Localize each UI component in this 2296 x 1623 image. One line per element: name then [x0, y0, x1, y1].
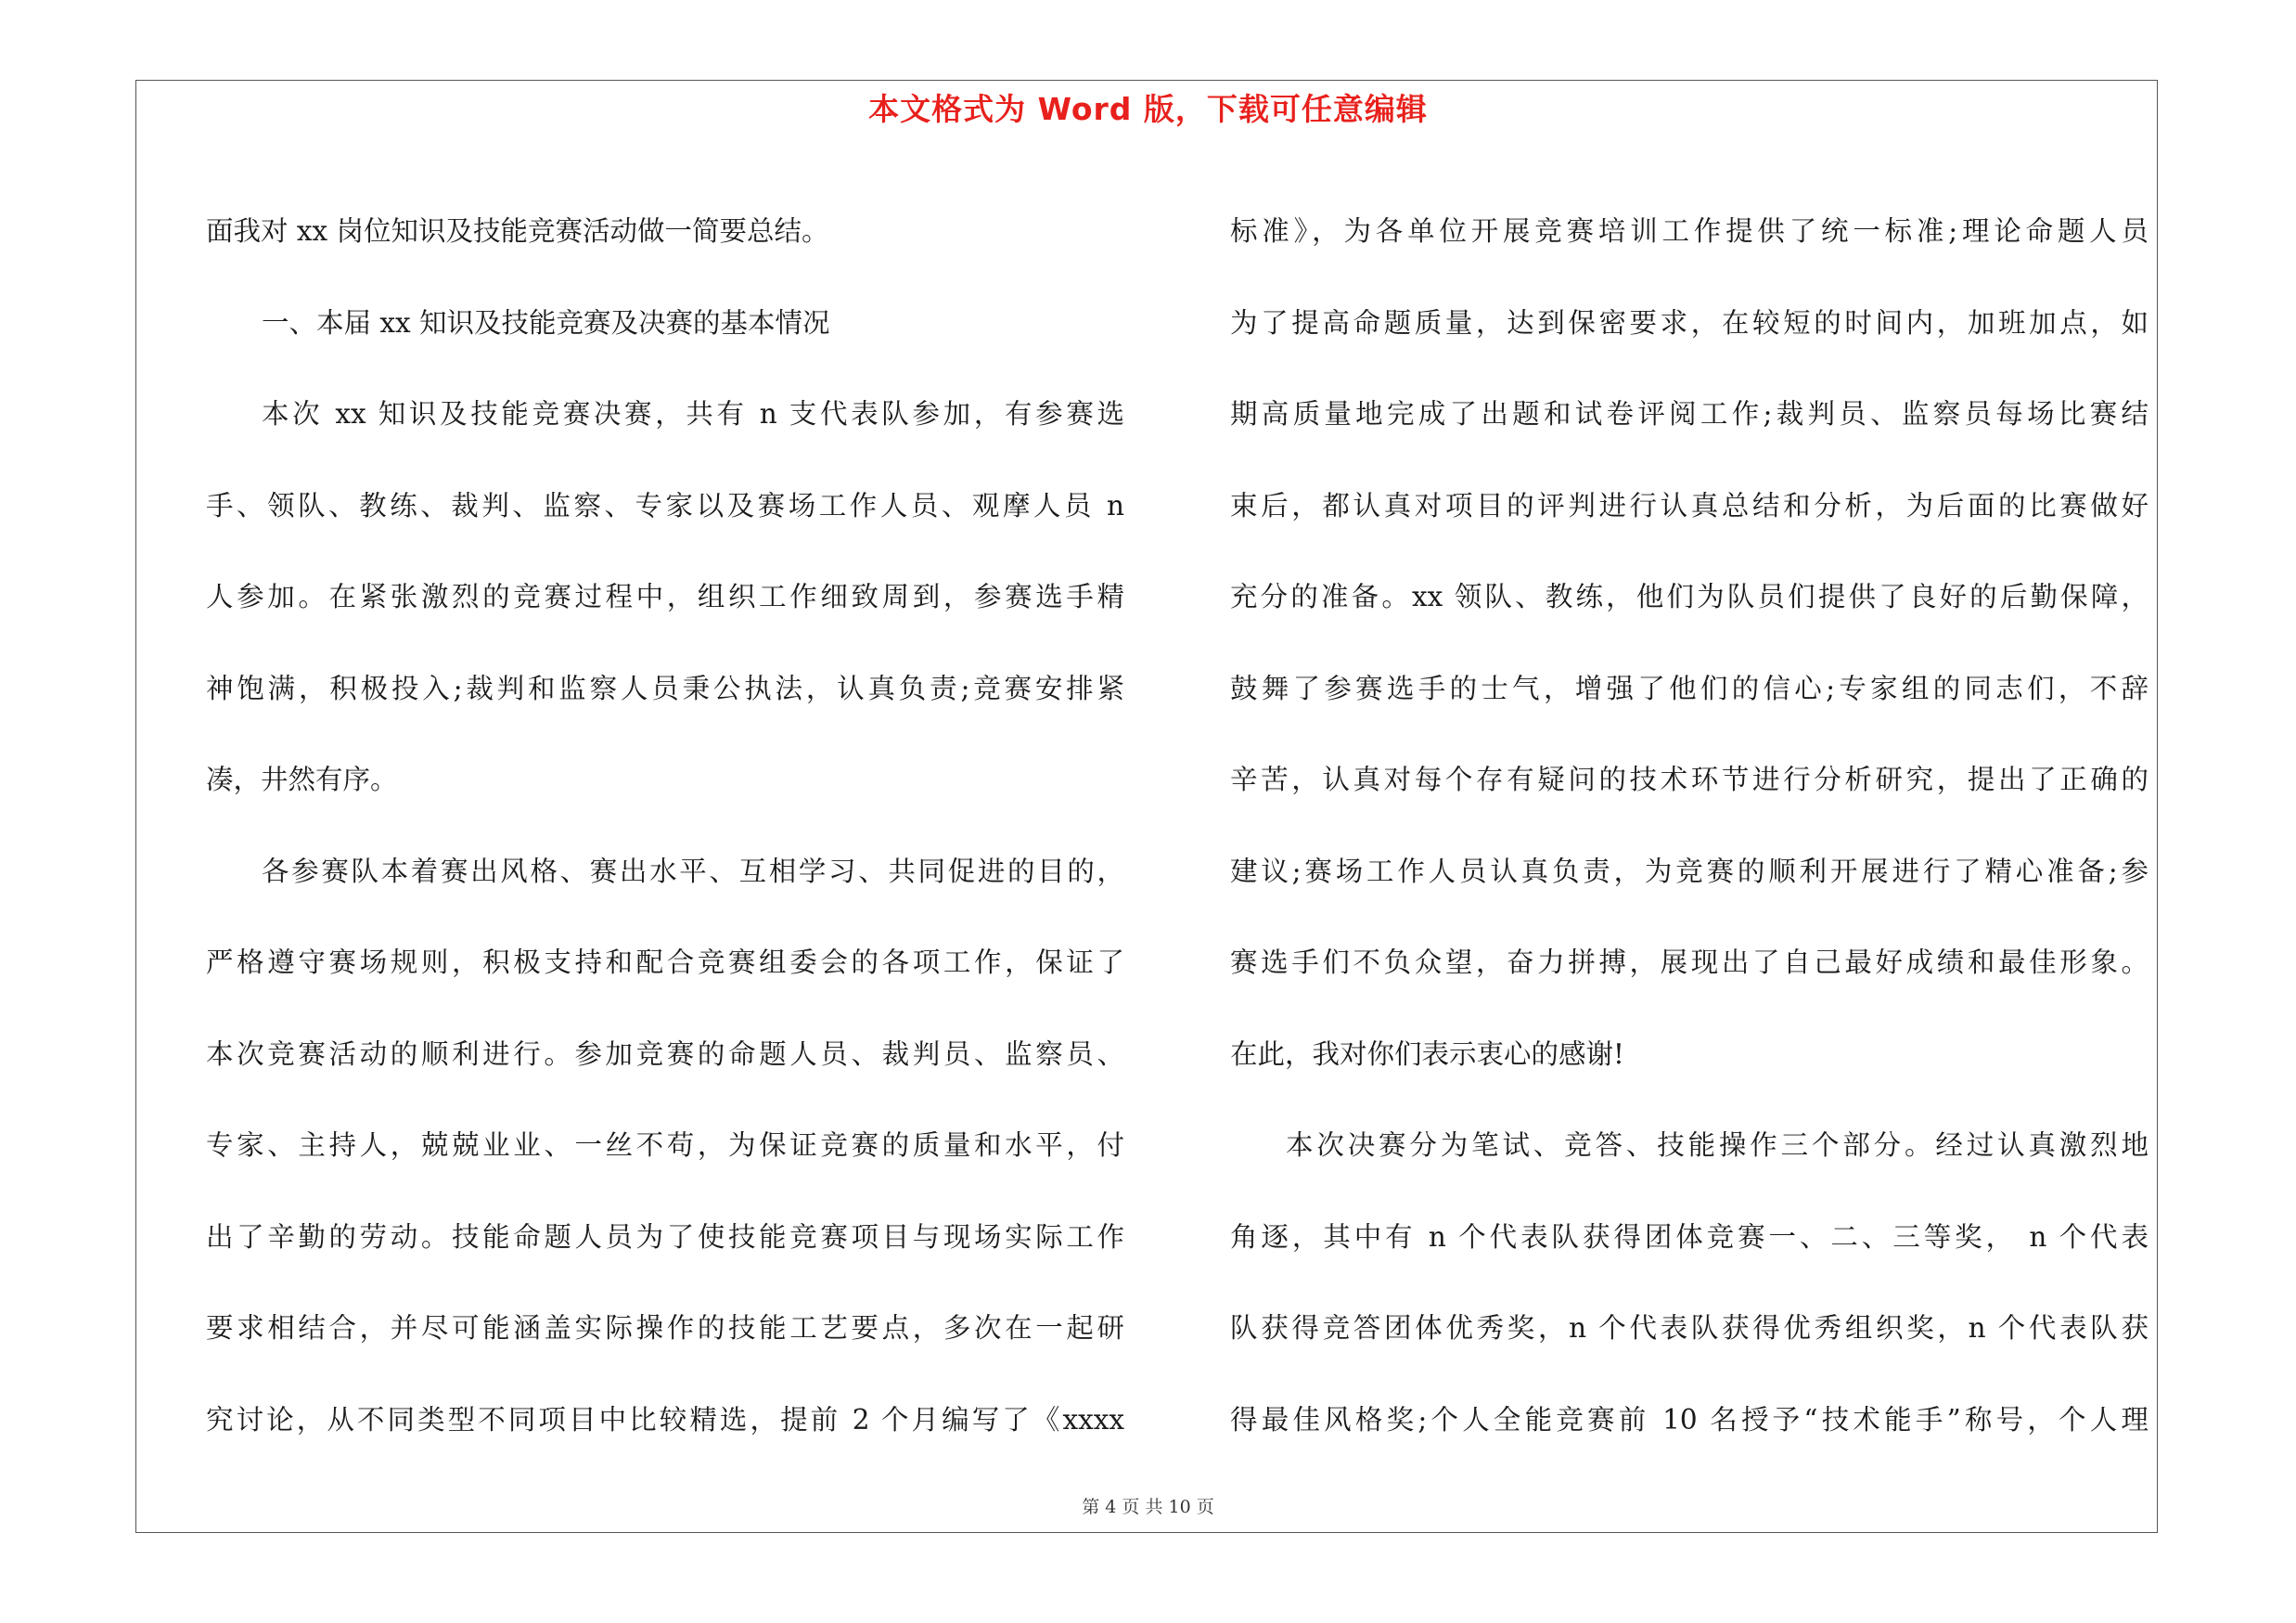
text-line: 本次 xx 知识及技能竞赛决赛，共有 n 支代表队参加，有参赛选 — [262, 398, 1124, 430]
text-line: 各参赛队本着赛出风格、赛出水平、互相学习、共同促进的目的， — [262, 855, 1124, 887]
text-line: 本次决赛分为笔试、竞答、技能操作三个部分。经过认真激烈地 — [1286, 1129, 2148, 1161]
text-line: 专家、主持人，兢兢业业、一丝不苟，为保证竞赛的质量和水平，付 — [206, 1129, 1124, 1161]
text-line: 标准》，为各单位开展竞赛培训工作提供了统一标准;理论命题人员 — [1230, 215, 2148, 247]
text-line: 面我对 xx 岗位知识及技能竞赛活动做一简要总结。 — [206, 215, 829, 247]
format-banner: 本文格式为 Word 版，下载可任意编辑 — [868, 91, 1428, 127]
text-line: 为了提高命题质量，达到保密要求，在较短的时间内，加班加点，如 — [1230, 306, 2148, 339]
text-line: 辛苦，认真对每个存有疑问的技术环节进行分析研究，提出了正确的 — [1230, 764, 2148, 795]
text-line: 角逐，其中有 n 个代表队获得团体竞赛一、二、三等奖， n 个代表 — [1230, 1220, 2148, 1253]
text-line: 凑，井然有序。 — [206, 764, 398, 795]
text-line: 严格遵守赛场规则，积极支持和配合竞赛组委会的各项工作，保证了 — [206, 947, 1124, 978]
text-line: 出了辛勤的劳动。技能命题人员为了使技能竞赛项目与现场实际工作 — [206, 1220, 1124, 1253]
text-line: 在此，我对你们表示衷心的感谢! — [1230, 1037, 1624, 1070]
text-line: 手、领队、教练、裁判、监察、专家以及赛场工作人员、观摩人员 n — [206, 489, 1124, 522]
text-line: 神饱满，积极投入;裁判和监察人员秉公执法，认真负责;竞赛安排紧 — [206, 672, 1124, 704]
text-line: 要求相结合，并尽可能涵盖实际操作的技能工艺要点，多次在一起研 — [206, 1312, 1124, 1344]
text-line: 束后，都认真对项目的评判进行认真总结和分析，为后面的比赛做好 — [1230, 489, 2148, 522]
text-line: 队获得竞答团体优秀奖，n 个代表队获得优秀组织奖，n 个代表队获 — [1230, 1312, 2148, 1344]
page-number-footer: 第 4 页 共 10 页 — [1082, 1497, 1214, 1517]
text-line: 建议;赛场工作人员认真负责，为竞赛的顺利开展进行了精心准备;参 — [1230, 855, 2148, 887]
text-line: 期高质量地完成了出题和试卷评阅工作;裁判员、监察员每场比赛结 — [1230, 398, 2148, 430]
text-line: 一、本届 xx 知识及技能竞赛及决赛的基本情况 — [262, 306, 830, 339]
text-line: 鼓舞了参赛选手的士气，增强了他们的信心;专家组的同志们，不辞 — [1230, 672, 2148, 704]
text-line: 充分的准备。xx 领队、教练，他们为队员们提供了良好的后勤保障， — [1230, 581, 2148, 612]
left-column — [206, 186, 1124, 1465]
text-line: 得最佳风格奖;个人全能竞赛前 10 名授予“技术能手”称号，个人理 — [1230, 1403, 2148, 1436]
text-line: 本次竞赛活动的顺利进行。参加竞赛的命题人员、裁判员、监察员、 — [206, 1037, 1124, 1070]
text-line: 人参加。在紧张激烈的竞赛过程中，组织工作细致周到，参赛选手精 — [206, 581, 1124, 612]
text-line: 赛选手们不负众望，奋力拼搏，展现出了自己最好成绩和最佳形象。 — [1230, 947, 2148, 978]
text-line: 究讨论，从不同类型不同项目中比较精选，提前 2 个月编写了《xxxx — [206, 1403, 1124, 1436]
right-column — [1230, 186, 2148, 1465]
